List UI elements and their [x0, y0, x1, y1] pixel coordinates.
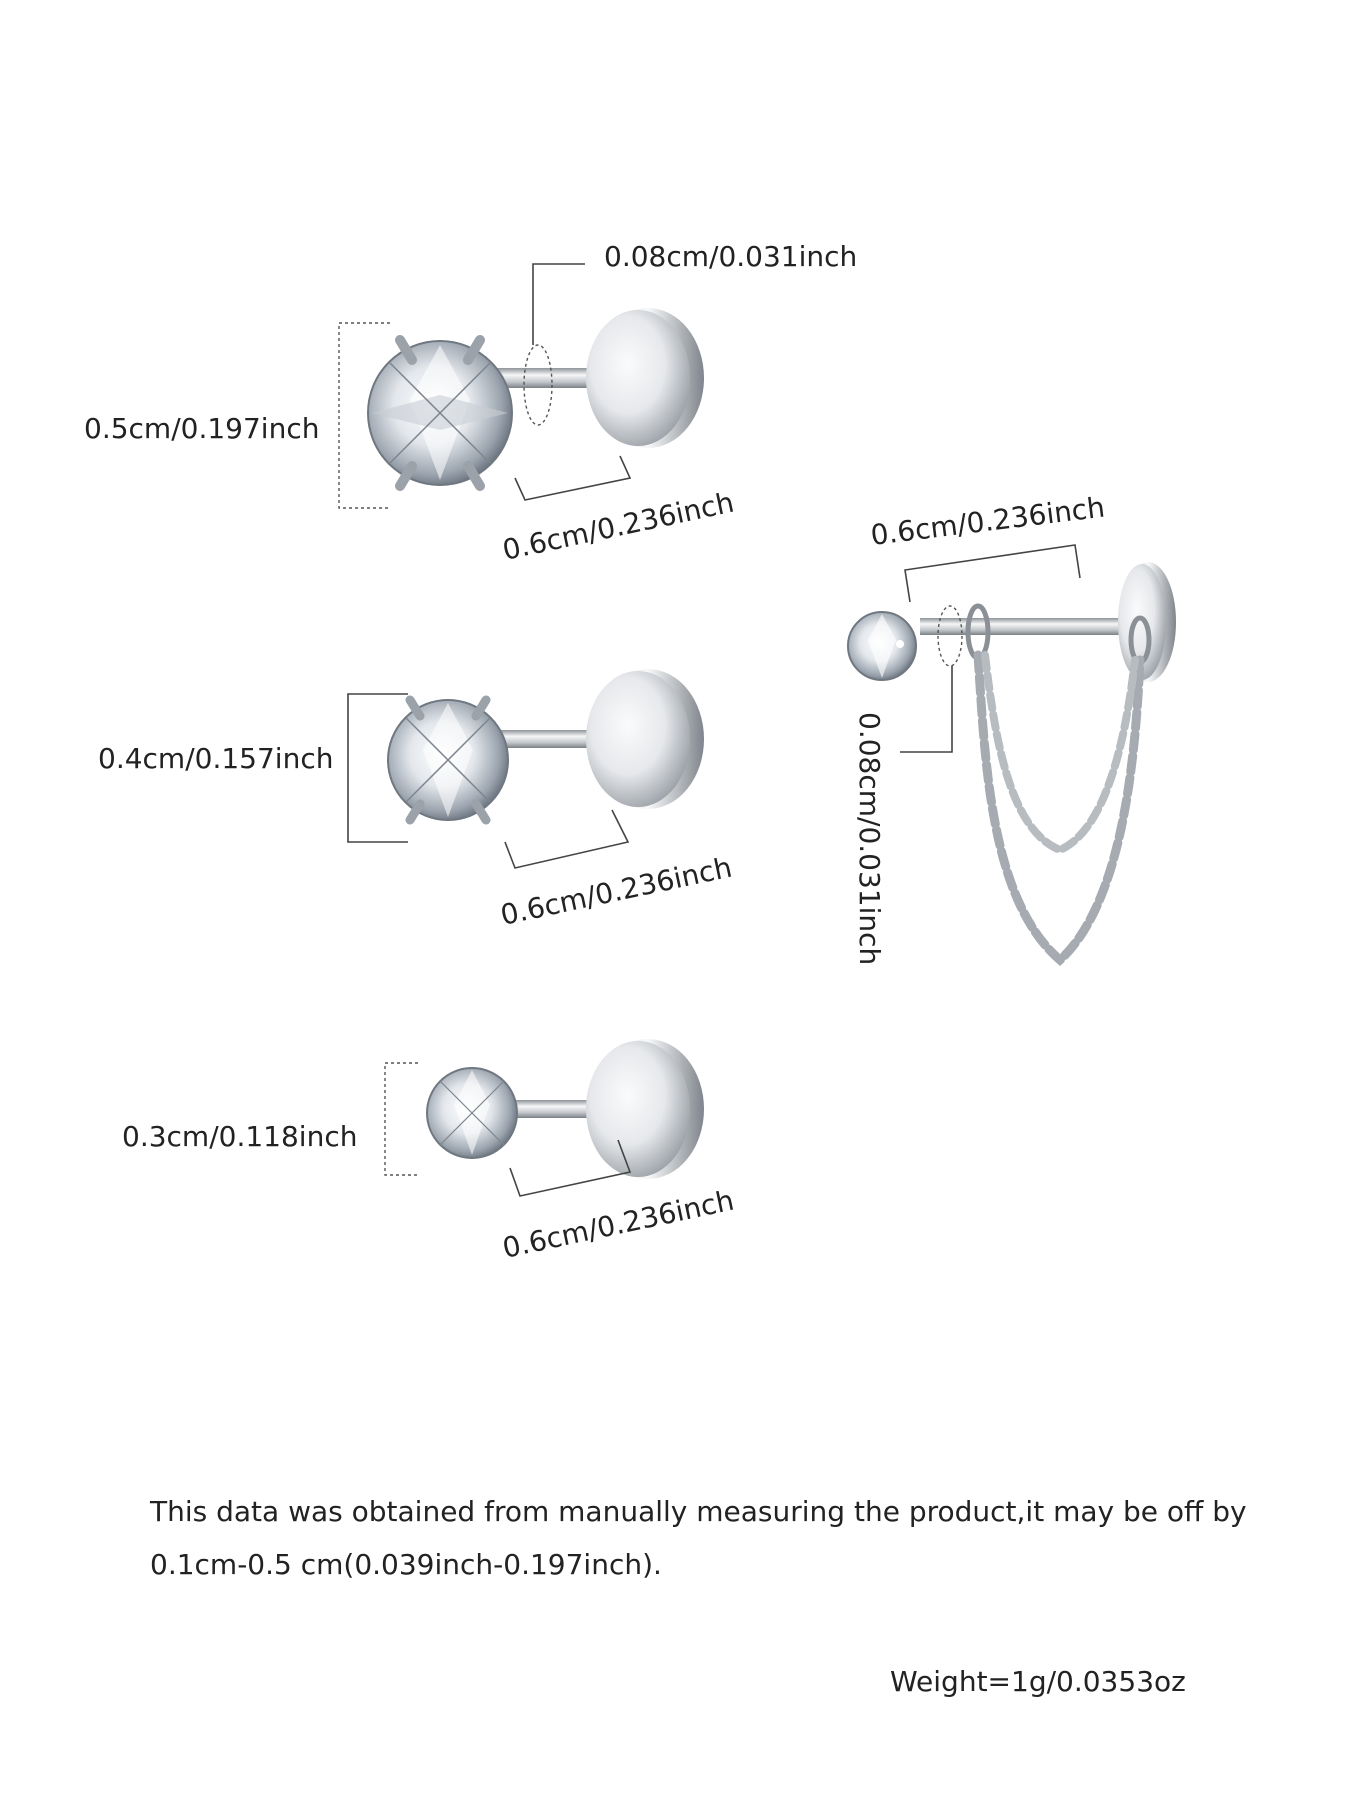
- stud-small-gem-label: 0.3cm/0.118inch: [122, 1120, 358, 1153]
- chain-earring-chain-inner: [985, 655, 1135, 850]
- stud-small-gem-bracket: [385, 1063, 418, 1175]
- stud-large-length-label: 0.6cm/0.236inch: [499, 485, 737, 567]
- stud-large-length-bracket: [515, 456, 630, 500]
- chain-earring-thickness-label: 0.08cm/0.031inch: [853, 712, 886, 966]
- measurement-note-line1: This data was obtained from manually measuring the product,it may be off by: [150, 1495, 1247, 1528]
- measurement-note-line2: 0.1cm-0.5 cm(0.039inch-0.197inch).: [150, 1548, 662, 1581]
- stud-small: [122, 1039, 737, 1265]
- stud-small-length-label: 0.6cm/0.236inch: [499, 1183, 737, 1265]
- stud-medium-disc: [586, 671, 690, 807]
- chain-earring-thickness-leader: [900, 666, 952, 752]
- chain-earring-chain-outer: [978, 655, 1140, 960]
- stud-medium-length-bracket: [505, 810, 628, 868]
- chain-earring-thickness-marker: [938, 606, 962, 666]
- stud-small-gem: [427, 1068, 517, 1158]
- stud-medium-gem: [388, 700, 508, 820]
- stud-large-disc: [586, 310, 690, 446]
- stud-large-thickness-label: 0.08cm/0.031inch: [604, 240, 858, 273]
- chain-earring-gem: [848, 612, 916, 680]
- stud-medium-gem-label: 0.4cm/0.157inch: [98, 742, 334, 775]
- stud-large-gem: [368, 340, 512, 486]
- stud-medium: [98, 669, 735, 932]
- weight-label: Weight=1g/0.0353oz: [890, 1665, 1186, 1698]
- stud-large-gem-label: 0.5cm/0.197inch: [84, 412, 320, 445]
- measurement-note: [150, 1485, 1300, 1591]
- stud-small-disc: [586, 1041, 690, 1177]
- stud-large-thickness-leader: [533, 264, 585, 345]
- stud-large: [84, 240, 857, 567]
- chain-earring-bar: [920, 618, 1120, 635]
- chain-earring: [848, 490, 1176, 965]
- chain-earring-length-label: 0.6cm/0.236inch: [868, 490, 1107, 552]
- stud-medium-length-label: 0.6cm/0.236inch: [497, 850, 735, 932]
- chain-earring-length-bracket: [905, 545, 1080, 602]
